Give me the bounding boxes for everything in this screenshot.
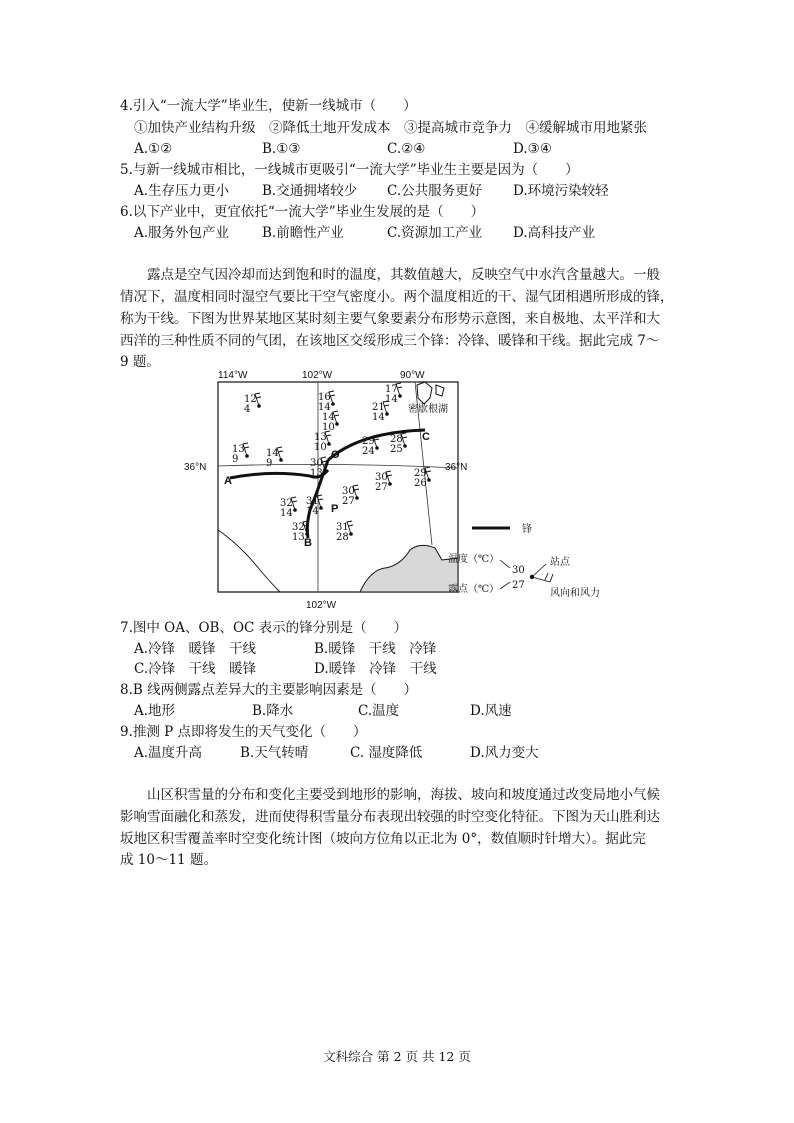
front-label-a: A [224,475,232,487]
station-dewpoint: 4 [244,404,251,415]
station-temperature: 31 [306,496,319,507]
station-temperature: 31 [336,522,349,533]
station-dewpoint: 10 [322,422,335,433]
q8-option-d: D.风速 [470,703,512,719]
station-temperature: 32 [292,522,305,533]
lon-label-114w: 114°W [218,370,248,381]
weather-station [322,411,339,433]
q8-option-a: A.地形 [134,703,176,719]
station-temperature: 17 [385,384,398,395]
passage2-line-4: 成 10～11 题。 [120,852,217,868]
passage2-line-3: 坂地区积雪覆盖率时空变化统计图（坡向方位角以正北为 0°，数值顺时针增大）。据此完 [120,831,646,847]
passage1-line-4: 西洋的三种性质不同的气团，在该地区交绥形成三个锋：冷锋、暖锋和干线。据此完成 7～ [120,333,660,349]
q4-items: ①加快产业结构升级 ②降低土地开发成本 ③提高城市竞争力 ④缓解城市用地紧张 [134,120,647,136]
station-dewpoint: 25 [390,444,403,455]
front-label-c: C [422,431,430,443]
station-temperature: 32 [280,498,293,509]
station-dewpoint: 13 [292,532,305,543]
station-temperature: 30 [375,472,388,483]
q8-option-c: C.温度 [358,703,400,719]
station-temperature: 29 [414,468,427,479]
q8-stem: 8.B 线两侧露点差异大的主要影响因素是（ ） [120,682,418,698]
legend-dew-label: 露点（℃） [448,584,500,595]
station-temperature: 30 [342,486,355,497]
station-dewpoint: 26 [414,478,427,489]
q5-option-d: D.环境污染较轻 [513,183,609,199]
station-temperature: 30 [310,458,323,469]
great-lake-outline [436,385,444,396]
weather-station [375,471,392,493]
q9-stem: 9.推测 P 点即将发生的天气变化（ ） [120,724,367,740]
q7-option-a: A.冷锋 暖锋 干线 [134,641,257,657]
station-temperature: 14 [266,448,279,459]
station-temperature: 16 [318,392,331,403]
weather-station [314,431,331,453]
q4-option-b: B.①③ [262,141,301,157]
weather-station [244,393,261,415]
station-dewpoint: 14 [318,402,331,413]
q7-stem: 7.图中 OA、OB、OC 表示的锋分别是（ ） [120,620,408,636]
weather-station [362,435,379,457]
q6-option-a: A.服务外包产业 [134,225,230,241]
station-temperature: 12 [244,394,257,405]
station-temperature: 14 [322,412,335,423]
weather-station [280,497,297,519]
station-dewpoint: 28 [336,532,349,543]
station-dewpoint: 14 [280,508,293,519]
weather-station [306,495,323,517]
q8-option-b: B.降水 [252,703,294,719]
station-dewpoint: 14 [372,412,385,423]
q9-option-c: C. 湿度降低 [350,745,423,761]
page-footer: 文科综合 第 2 页 共 12 页 [323,1049,471,1064]
q9-option-b: B.天气转晴 [240,745,309,761]
weather-station [318,391,335,413]
station-dewpoint: 14 [385,394,398,405]
station-temperature: 13 [232,444,245,455]
weather-station [336,521,353,543]
station-dewpoint: 24 [362,446,375,457]
lake-label: 密歇根湖 [408,404,448,415]
q4-option-c: C.②④ [387,141,426,157]
q9-option-d: D.风力变大 [470,745,539,761]
lon-label-102w-top: 102°W [302,370,333,381]
q7-option-b: B.暖锋 干线 冷锋 [314,641,437,657]
lake-michigan-outline [417,382,432,404]
station-layer [232,383,431,543]
lon-label-102w-bottom: 102°W [306,600,337,611]
pacific-coast [218,530,280,592]
station-dewpoint: 14 [306,506,319,517]
q9-option-a: A.温度升高 [134,745,203,761]
station-temperature: 29 [362,436,375,447]
weather-map-figure [184,370,610,611]
station-temperature: 28 [390,434,403,445]
q4-option-a: A.①② [134,141,173,157]
front-label-o: O [331,449,340,461]
station-dewpoint: 10 [314,442,327,453]
q5-option-a: A.生存压力更小 [134,183,230,199]
q5-option-c: C.公共服务更好 [387,183,483,199]
weather-station [342,485,359,507]
weather-station [414,467,431,489]
legend-temp-label: 温度（℃） [448,554,500,565]
passage2-line-1: 山区积雪量的分布和变化主要受到地形的影响，海拔、坡向和坡度通过改变局地小气候 [147,787,660,803]
front-oc [328,430,425,460]
legend-temp-value: 30 [512,565,525,576]
q5-option-b: B.交通拥堵较少 [262,183,358,199]
q4-stem: 4.引入“一流大学”毕业生，使新一线城市（ ） [120,98,417,114]
weather-station [266,447,283,469]
lat-label-right: 36°N [445,462,468,473]
weather-station [390,433,407,455]
front-label-b: B [304,537,312,549]
legend-station-label: 站点 [550,557,570,568]
q6-stem: 6.以下产业中，更宜依托“一流大学”毕业生发展的是（ ） [120,204,485,220]
station-temperature: 21 [372,402,385,413]
weather-station [385,383,402,405]
passage1-line-2: 情况下，温度相同时湿空气要比干空气密度小。两个温度相近的干、湿气团相遇所形成的锋， [120,289,674,305]
legend-dew-value: 27 [512,580,525,591]
weather-station [232,443,249,465]
station-dewpoint: 27 [342,496,355,507]
station-temperature: 13 [314,432,327,443]
q7-option-d: D.暖锋 冷锋 干线 [314,661,437,677]
station-dewpoint: 9 [266,458,273,469]
passage1-line-1: 露点是空气因冷却而达到饱和时的温度，其数值越大，反映空气中水汽含量越大。一般 [147,267,660,283]
station-dewpoint: 27 [375,482,388,493]
gulf-coast-land [360,545,458,592]
q6-option-b: B.前瞻性产业 [262,225,344,241]
passage1-line-3: 称为干线。下图为世界某地区某时刻主要气象要素分布形势示意图，来自极地、太平洋和大 [120,311,660,327]
weather-station [310,457,327,479]
passage2-line-2: 影响雪面融化和蒸发，进而使得积雪量分布表现出较强的时空变化特征。下图为天山胜利达 [120,809,660,825]
q7-option-c: C.冷锋 干线 暖锋 [134,661,257,677]
legend-front-label: 锋 [522,524,532,535]
station-dewpoint: 13 [310,468,323,479]
passage1-line-5: 9 题。 [120,354,160,370]
lat-label-left: 36°N [184,462,207,473]
lon-label-90w: 90°W [400,370,425,381]
q5-stem: 5.与新一线城市相比，一线城市更吸引“一流大学”毕业生主要是因为（ ） [120,162,579,178]
point-label-p: P [331,503,339,515]
q6-option-c: C.资源加工产业 [387,225,483,241]
station-dewpoint: 9 [232,454,239,465]
q6-option-d: D.高科技产业 [513,225,596,241]
legend-wind-label: 风向和风力 [550,588,600,599]
q4-option-d: D.③④ [513,141,552,157]
